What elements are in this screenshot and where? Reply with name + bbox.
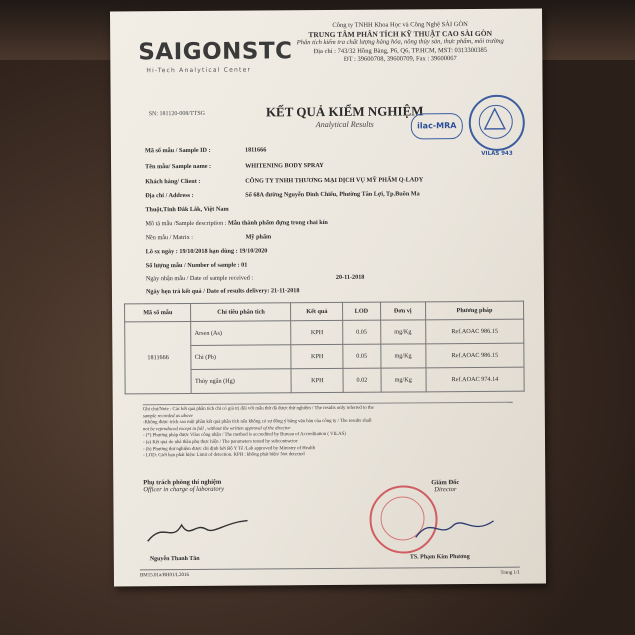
cell-param: Thủy ngân (Hg) xyxy=(191,369,291,394)
col-lod: LOD xyxy=(343,302,381,320)
notes-block xyxy=(143,402,513,460)
page-number: Trang 1/1 xyxy=(500,570,520,576)
director-title: Giám Đốc xyxy=(431,479,460,487)
lab-officer-title-en: Officer in charge of laboratory xyxy=(143,485,225,494)
lab-officer-signature-icon xyxy=(143,511,253,552)
field-delivery-date: Ngày hẹn trả kết quả / Date of results delivery: 21-11-2018 xyxy=(145,287,300,296)
cell-unit: mg/Kg xyxy=(380,320,425,344)
lab-officer-name: Nguyễn Thanh Tân xyxy=(149,555,200,563)
vilas-seal-icon xyxy=(469,95,525,151)
cell-unit: mg/Kg xyxy=(380,368,425,392)
note-line: Ghi chú/Note : Các kết quả phân tích chỉ có giá trị đối với mẫu thử đã được thử nghiệm / The results only referred to the xyxy=(142,405,374,413)
col-method: Phương pháp xyxy=(425,301,523,320)
field-sample-count: Số lượng mẫu / Number of sample : 01 xyxy=(145,261,248,270)
company-name: Công ty TNHH Khoa Học và Công Nghệ SÀI GÒN xyxy=(332,21,468,29)
company-logo: SAIGONSTC xyxy=(138,38,293,66)
field-address-cont: Thuột,Tỉnh Đắk Lắk, Việt Nam xyxy=(145,205,229,214)
center-address: Địa chỉ : 743/32 Hồng Bàng, P6, Q6, TP.HCM, MST: 0313300385 xyxy=(313,46,488,55)
lab-officer-block xyxy=(143,479,224,494)
note-line: not be reproduced except in full , without the written approval of the director xyxy=(142,426,291,433)
cell-result: KPH xyxy=(291,320,343,344)
cell-method: Ref.AOAC 986.15 xyxy=(425,319,523,344)
cell-result: KPH xyxy=(291,368,343,392)
cell-lod: 0.05 xyxy=(343,344,381,368)
field-client: Khách hàng/ Client : CÔNG TY TNHH THƯƠNG MẠI DỊCH VỤ MỸ PHẨM Q-LADY xyxy=(145,176,424,186)
col-parameter: Chỉ tiêu phân tích xyxy=(191,303,291,322)
director-block xyxy=(431,479,459,493)
cell-lod: 0.05 xyxy=(343,320,381,344)
note-line: - (b) Phương thử nghiệm được chỉ định bởi Bộ Y Tế /Lab approved by Ministry of Health xyxy=(143,445,316,452)
note-line: - LOD: Giới hạn phát hiện/ Limit of detection. KPH : không phát hiện/ Not detected xyxy=(143,452,305,459)
cell-result: KPH xyxy=(291,344,343,368)
center-name: TRUNG TÂM PHÂN TÍCH KỸ THUẬT CAO SÀI GÒN xyxy=(308,28,493,39)
document-number: SN: 181120-008/TTSG xyxy=(148,110,206,118)
form-code: BM15.01a/BH01/L2016 xyxy=(139,572,189,579)
note-line: - (a) Kết quả do nhà thầu phụ thực hiện / The parameters tested by subcontractor xyxy=(142,439,298,446)
cell-lod: 0.02 xyxy=(343,368,381,392)
field-sample-name: Tên mẫu/ Sample name : WHITENING BODY SPRAY xyxy=(145,162,324,171)
col-sample-id: Mã số mẫu xyxy=(125,303,191,321)
note-line: sample recorded as above xyxy=(142,413,193,419)
field-address: Địa chỉ / Address : Số 68A đường Nguyễn Đình Chiểu, Phường Tân Lợi, Tp.Buôn Ma xyxy=(145,190,420,200)
vilas-triangle-icon xyxy=(469,95,521,147)
field-received-date: Ngày nhận mẫu / Date of sample received : 20-11-2018 xyxy=(145,273,365,283)
logo-subtitle: Hi-Tech Analytical Center xyxy=(146,66,252,75)
analysis-report-sheet xyxy=(110,8,546,586)
vilas-label: VILAS 943 xyxy=(481,150,513,157)
cell-method: Ref.AOAC 986.15 xyxy=(426,343,524,368)
table-row xyxy=(125,319,524,346)
director-title-en: Director xyxy=(434,486,457,494)
cell-method: Ref.AOAC 974.14 xyxy=(426,367,524,392)
organization-header xyxy=(270,21,530,66)
director-signature-icon xyxy=(409,509,499,550)
field-matrix: Nền mẫu / Matrix : Mỹ phẩm xyxy=(145,233,272,242)
results-table xyxy=(124,301,525,395)
report-subtitle: Analytical Results xyxy=(315,119,374,130)
center-tagline: Phân tích kiểm tra chất lượng hàng hóa, nông thủy sản, thực phẩm, môi trường xyxy=(296,37,504,47)
cell-unit: mg/Kg xyxy=(380,344,425,368)
lab-officer-title: Phụ trách phòng thí nghiệm xyxy=(143,478,222,487)
cell-param: Arsen (As) xyxy=(191,321,291,346)
center-phone: ĐT : 39600708, 39600709, Fax : 39600067 xyxy=(343,55,457,64)
col-result: Kết quả xyxy=(291,302,343,320)
cell-sample-id: 1811666 xyxy=(125,321,192,393)
field-description: Mô tả mẫu /Sample description : Mẫu thành phẩm đựng trong chai kín xyxy=(145,218,328,228)
cell-param: Chì (Pb) xyxy=(191,345,291,370)
note-line: - (*) Phương pháp được Vilas công nhận / The method is accredited by Bureau of Accreditation ( VILAS) xyxy=(142,432,346,439)
page-footer xyxy=(140,567,520,579)
col-unit: Đơn vị xyxy=(380,302,425,320)
field-lot-dates: Lô sx ngày : 19/10/2018 hạn dùng : 19/10/2020 xyxy=(145,247,268,256)
report-title: KẾT QUẢ KIỂM NGHIỆM xyxy=(265,103,424,120)
director-name: TS. Phạm Kim Phương xyxy=(409,554,470,561)
field-sample-id: Mã số mẫu / Sample ID : 1811666 xyxy=(144,146,267,155)
note-line: -Không được trích sao một phần kết quả phân tích nếu không có sự đồng ý bằng văn bản của công ty / The results shall xyxy=(142,418,372,426)
ilac-mra-logo: ilac-MRA xyxy=(411,113,463,139)
